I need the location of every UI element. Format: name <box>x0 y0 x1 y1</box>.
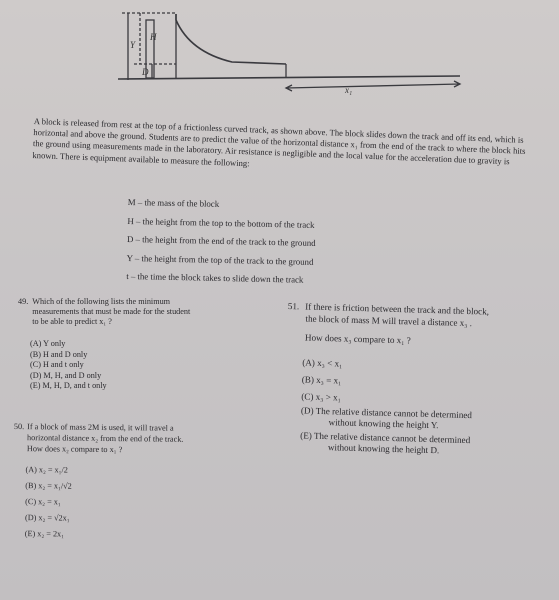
choice-e-line1: (E) The relative distance cannot be determined <box>300 429 471 445</box>
question-50 <box>13 421 264 545</box>
question-51-line2: the block of mass M will travel a distance x₃ . <box>305 312 473 328</box>
label-x1: x₁ <box>345 85 353 95</box>
x1-dimension-line <box>286 84 460 88</box>
question-50-number: 50. <box>13 421 25 432</box>
choice-d-line1: (D) The relative distance cannot be determined <box>300 404 473 420</box>
choice-a[interactable]: (A) x₃ < x₁ <box>302 356 343 369</box>
measurements-list <box>126 193 448 292</box>
label-h: H <box>150 32 157 42</box>
question-51-line3: How does x₃ compare to x₁ ? <box>304 332 411 346</box>
choice-b[interactable]: (B) x₂ = x₁/√2 <box>25 481 72 491</box>
choice-e[interactable]: (E) x₂ = 2x₁ <box>24 529 65 539</box>
track-figure <box>0 0 559 112</box>
choice-a[interactable]: (A) x₂ = x₁/2 <box>25 465 68 475</box>
choice-e[interactable]: (E) M, H, D, and t only <box>30 381 107 391</box>
choice-c[interactable]: (C) x₃ > x₁ <box>301 390 341 403</box>
choice-b[interactable]: (B) x₃ = x₁ <box>301 373 342 386</box>
measurement-item: D – the height from the end of the track to the ground <box>126 233 316 248</box>
measurement-item: M – the mass of the block <box>127 196 220 209</box>
choice-d[interactable]: (D) x₂ = √2x₁ <box>24 513 70 523</box>
choice-e[interactable] <box>300 430 545 459</box>
question-49-choices <box>30 339 268 392</box>
choice-d[interactable]: (D) M, H, and D only <box>30 370 102 380</box>
question-51-line1: If there is friction between the track and the block, <box>305 301 490 317</box>
measurement-item: Y – the height from the top of the track to the ground <box>126 252 314 267</box>
choice-c[interactable]: (C) H and t only <box>30 360 84 370</box>
intro-paragraph <box>32 116 533 180</box>
question-51-number: 51. <box>287 301 300 312</box>
measurement-item: t – the time the block takes to slide down the track <box>126 270 304 285</box>
question-51-choices <box>300 354 547 459</box>
question-49 <box>18 297 268 392</box>
intro-text: A block is released from rest at the top of a frictionless curved track, as shown above. The block slides down the track and off its end, which is horizontal and above the ground. Students are to predict the value of the horizontal distance x₁ from the end of the track to where the block hits the ground using measurements made in the laboratory. Air resistance is negligible and the local value for the acceleration due to gravity is known. There is equipment available to measure the following: <box>32 116 526 168</box>
choice-e-line2: without knowing the height D. <box>327 441 440 455</box>
label-y: Y <box>130 40 136 50</box>
choice-d-line2: without knowing the height Y. <box>328 416 439 430</box>
measurement-item: H – the height from the top to the bottom of the track <box>127 215 315 230</box>
choice-c[interactable]: (C) x₂ = x₁ <box>25 497 61 507</box>
question-50-stem: If a block of mass 2M is used, it will travel a horizontal distance x₂ from the end of the track. How does x₂ compare to x₁ ? <box>26 422 184 455</box>
question-49-number: 49. <box>18 297 29 306</box>
question-51 <box>284 301 548 462</box>
label-d: D <box>142 67 149 77</box>
question-50-choices <box>25 462 264 544</box>
choice-a[interactable]: (A) Y only <box>30 339 66 348</box>
question-49-stem: Which of the following lists the minimum measurements that must be made for the student to be able to predict x₁ ? <box>32 297 191 326</box>
ground-line <box>118 76 460 79</box>
curved-track <box>176 14 286 64</box>
choice-b[interactable]: (B) H and D only <box>30 349 88 359</box>
